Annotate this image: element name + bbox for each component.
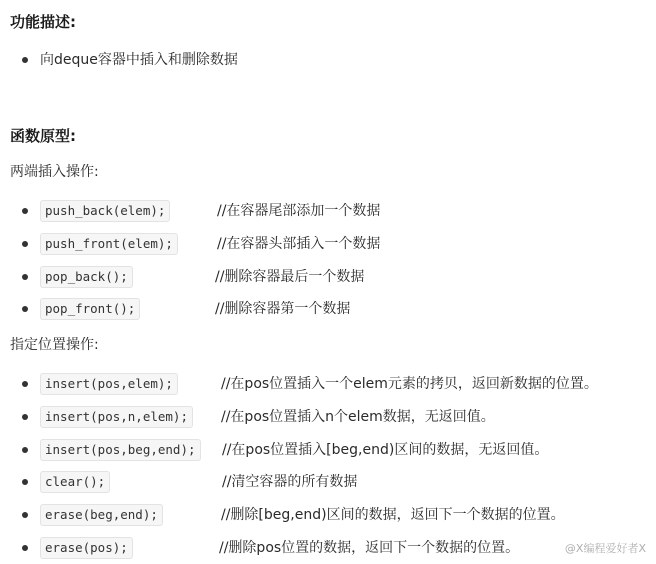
function-description-heading: 功能描述: xyxy=(10,13,76,31)
code-comment: //在pos位置插入一个elem元素的拷贝，返回新数据的位置。 xyxy=(221,376,598,392)
code-snippet: insert(pos,n,elem); xyxy=(40,406,193,428)
bullet-icon xyxy=(22,208,28,214)
code-comment: //删除容器第一个数据 xyxy=(215,301,351,317)
code-snippet: erase(beg,end); xyxy=(40,504,163,526)
list-item xyxy=(0,48,656,72)
code-snippet: insert(pos,beg,end); xyxy=(40,439,201,461)
specified-position-operations-label: 指定位置操作: xyxy=(10,337,99,353)
code-comment: //在容器头部插入一个数据 xyxy=(217,236,381,252)
list-item xyxy=(0,405,656,429)
bullet-icon xyxy=(22,381,28,387)
code-comment: //清空容器的所有数据 xyxy=(222,474,358,490)
list-item xyxy=(0,199,656,223)
watermark: @X编程爱好者X xyxy=(564,542,646,555)
list-item xyxy=(0,438,656,462)
bullet-icon xyxy=(22,447,28,453)
code-comment: //在pos位置插入[beg,end)区间的数据，无返回值。 xyxy=(222,442,549,458)
code-snippet: clear(); xyxy=(40,471,110,493)
bullet-icon xyxy=(22,306,28,312)
bullet-icon xyxy=(22,545,28,551)
code-snippet: pop_back(); xyxy=(40,266,133,288)
bullet-icon xyxy=(22,241,28,247)
code-snippet: push_back(elem); xyxy=(40,200,170,222)
code-snippet: erase(pos); xyxy=(40,537,133,559)
bullet-icon xyxy=(22,512,28,518)
code-snippet: push_front(elem); xyxy=(40,233,178,255)
list-item xyxy=(0,265,656,289)
list-item xyxy=(0,297,656,321)
bullet-icon xyxy=(22,479,28,485)
list-item xyxy=(0,536,656,560)
function-description-text: 向deque容器中插入和删除数据 xyxy=(40,52,238,68)
list-item xyxy=(0,503,656,527)
bullet-icon xyxy=(22,274,28,280)
bullet-icon xyxy=(22,414,28,420)
list-item xyxy=(0,372,656,396)
code-snippet: pop_front(); xyxy=(40,298,140,320)
code-comment: //在pos位置插入n个elem数据，无返回值。 xyxy=(221,409,495,425)
list-item xyxy=(0,470,656,494)
code-comment: //在容器尾部添加一个数据 xyxy=(217,203,381,219)
code-snippet: insert(pos,elem); xyxy=(40,373,178,395)
bullet-icon xyxy=(22,57,28,63)
list-item xyxy=(0,232,656,256)
function-prototype-heading: 函数原型: xyxy=(10,127,76,145)
code-comment: //删除容器最后一个数据 xyxy=(215,269,365,285)
both-ends-operations-label: 两端插入操作: xyxy=(10,164,99,180)
code-comment: //删除[beg,end)区间的数据，返回下一个数据的位置。 xyxy=(221,507,565,523)
code-comment: //删除pos位置的数据，返回下一个数据的位置。 xyxy=(219,540,520,556)
